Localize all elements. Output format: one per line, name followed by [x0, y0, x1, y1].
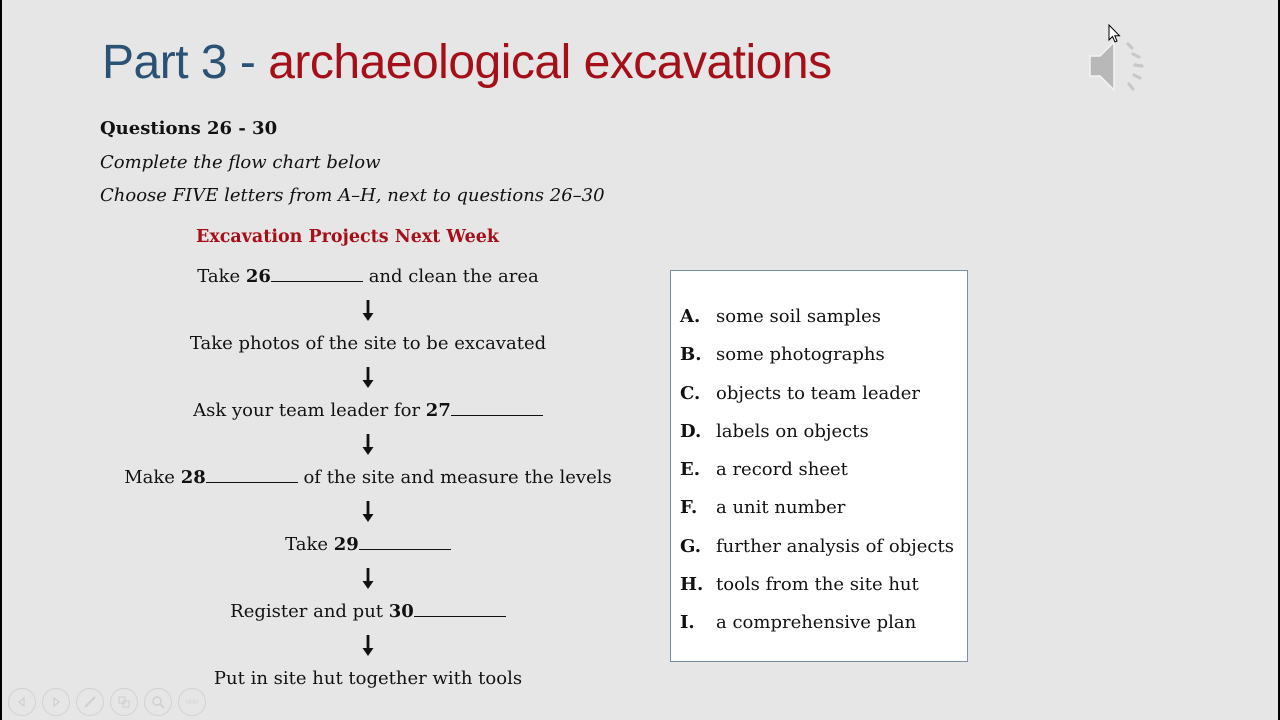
- option-text: further analysis of objects: [716, 535, 954, 557]
- pen-button[interactable]: [76, 688, 104, 716]
- option-text: objects to team leader: [716, 382, 920, 404]
- option-letter: A.: [680, 306, 701, 327]
- option-letter: D.: [680, 420, 702, 442]
- step-text: Take: [197, 266, 246, 287]
- question-number: 29: [333, 534, 359, 555]
- down-arrow-icon: [122, 428, 614, 461]
- more-icon: [185, 699, 199, 705]
- option-letter: E.: [680, 459, 700, 481]
- zoom-icon: [151, 695, 165, 709]
- answer-blank[interactable]: [206, 462, 298, 483]
- option-h: [671, 569, 967, 607]
- option-i: [671, 607, 967, 645]
- question-number: 28: [180, 467, 206, 488]
- pen-icon: [83, 695, 97, 709]
- option-text: labels on objects: [716, 420, 869, 442]
- step-text: Put in site hut together with tools: [213, 668, 523, 689]
- option-d: [671, 416, 967, 454]
- flow-step-28: [122, 461, 614, 495]
- next-slide-button[interactable]: [42, 688, 70, 716]
- mouse-cursor-icon: [1108, 24, 1122, 44]
- option-text: a record sheet: [716, 459, 848, 481]
- step-text: of the site and measure the levels: [297, 467, 612, 488]
- zoom-button[interactable]: [144, 688, 172, 716]
- answer-blank[interactable]: [451, 395, 543, 416]
- option-text: a comprehensive plan: [716, 612, 917, 634]
- step-text: Make: [124, 467, 181, 488]
- step-text: Take photos of the site to be excavated: [189, 333, 547, 354]
- more-options-button[interactable]: [178, 688, 206, 716]
- flow-step-30: [122, 595, 614, 629]
- option-letter: H.: [680, 574, 704, 596]
- flow-step-29: [122, 528, 614, 562]
- down-arrow-icon: [122, 294, 614, 327]
- answer-blank[interactable]: [359, 529, 451, 550]
- option-text: a unit number: [716, 497, 846, 519]
- answer-options-box: [670, 270, 968, 662]
- instruction-complete: Complete the flow chart below: [100, 152, 381, 173]
- down-arrow-icon: [122, 629, 614, 662]
- flow-chart: [122, 260, 614, 696]
- question-number: 30: [388, 601, 414, 622]
- option-c: [671, 378, 967, 416]
- next-icon: [51, 697, 61, 707]
- previous-icon: [17, 697, 27, 707]
- option-letter: C.: [680, 382, 701, 404]
- option-letter: G.: [680, 535, 701, 557]
- down-arrow-icon: [122, 495, 614, 528]
- step-text: Register and put: [230, 601, 389, 622]
- see-all-slides-button[interactable]: [110, 688, 138, 716]
- slide-title: [102, 30, 832, 96]
- option-letter: B.: [680, 344, 702, 366]
- question-number: 26: [245, 266, 271, 287]
- option-g: [671, 531, 967, 569]
- step-text: and clean the area: [362, 266, 539, 287]
- flow-step-26: [122, 260, 614, 294]
- question-number: 27: [425, 400, 451, 421]
- questions-heading: Questions 26 - 30: [100, 118, 278, 139]
- answer-blank[interactable]: [271, 261, 363, 282]
- slide: [2, 0, 1278, 720]
- option-b: [671, 339, 967, 377]
- option-text: some soil samples: [716, 306, 882, 327]
- option-text: tools from the site hut: [716, 574, 919, 596]
- flow-step-27: [122, 394, 614, 428]
- slideshow-nav: [8, 688, 206, 716]
- option-e: [671, 454, 967, 492]
- slides-icon: [117, 695, 131, 709]
- step-text: Take: [285, 534, 334, 555]
- down-arrow-icon: [122, 361, 614, 394]
- title-topic: archaeological excavations: [268, 36, 832, 89]
- option-text: some photographs: [716, 344, 885, 366]
- step-text: Ask your team leader for: [193, 400, 426, 421]
- previous-slide-button[interactable]: [8, 688, 36, 716]
- option-letter: I.: [680, 612, 695, 634]
- option-letter: F.: [680, 497, 698, 519]
- option-f: [671, 492, 967, 530]
- title-part: Part 3 -: [102, 36, 269, 89]
- flow-step-photos: [122, 327, 614, 361]
- flow-chart-title: Excavation Projects Next Week: [196, 227, 500, 247]
- down-arrow-icon: [122, 562, 614, 595]
- instruction-choose: Choose FIVE letters from A–H, next to questions 26–30: [100, 185, 605, 206]
- option-a: [671, 301, 967, 339]
- answer-blank[interactable]: [414, 596, 506, 617]
